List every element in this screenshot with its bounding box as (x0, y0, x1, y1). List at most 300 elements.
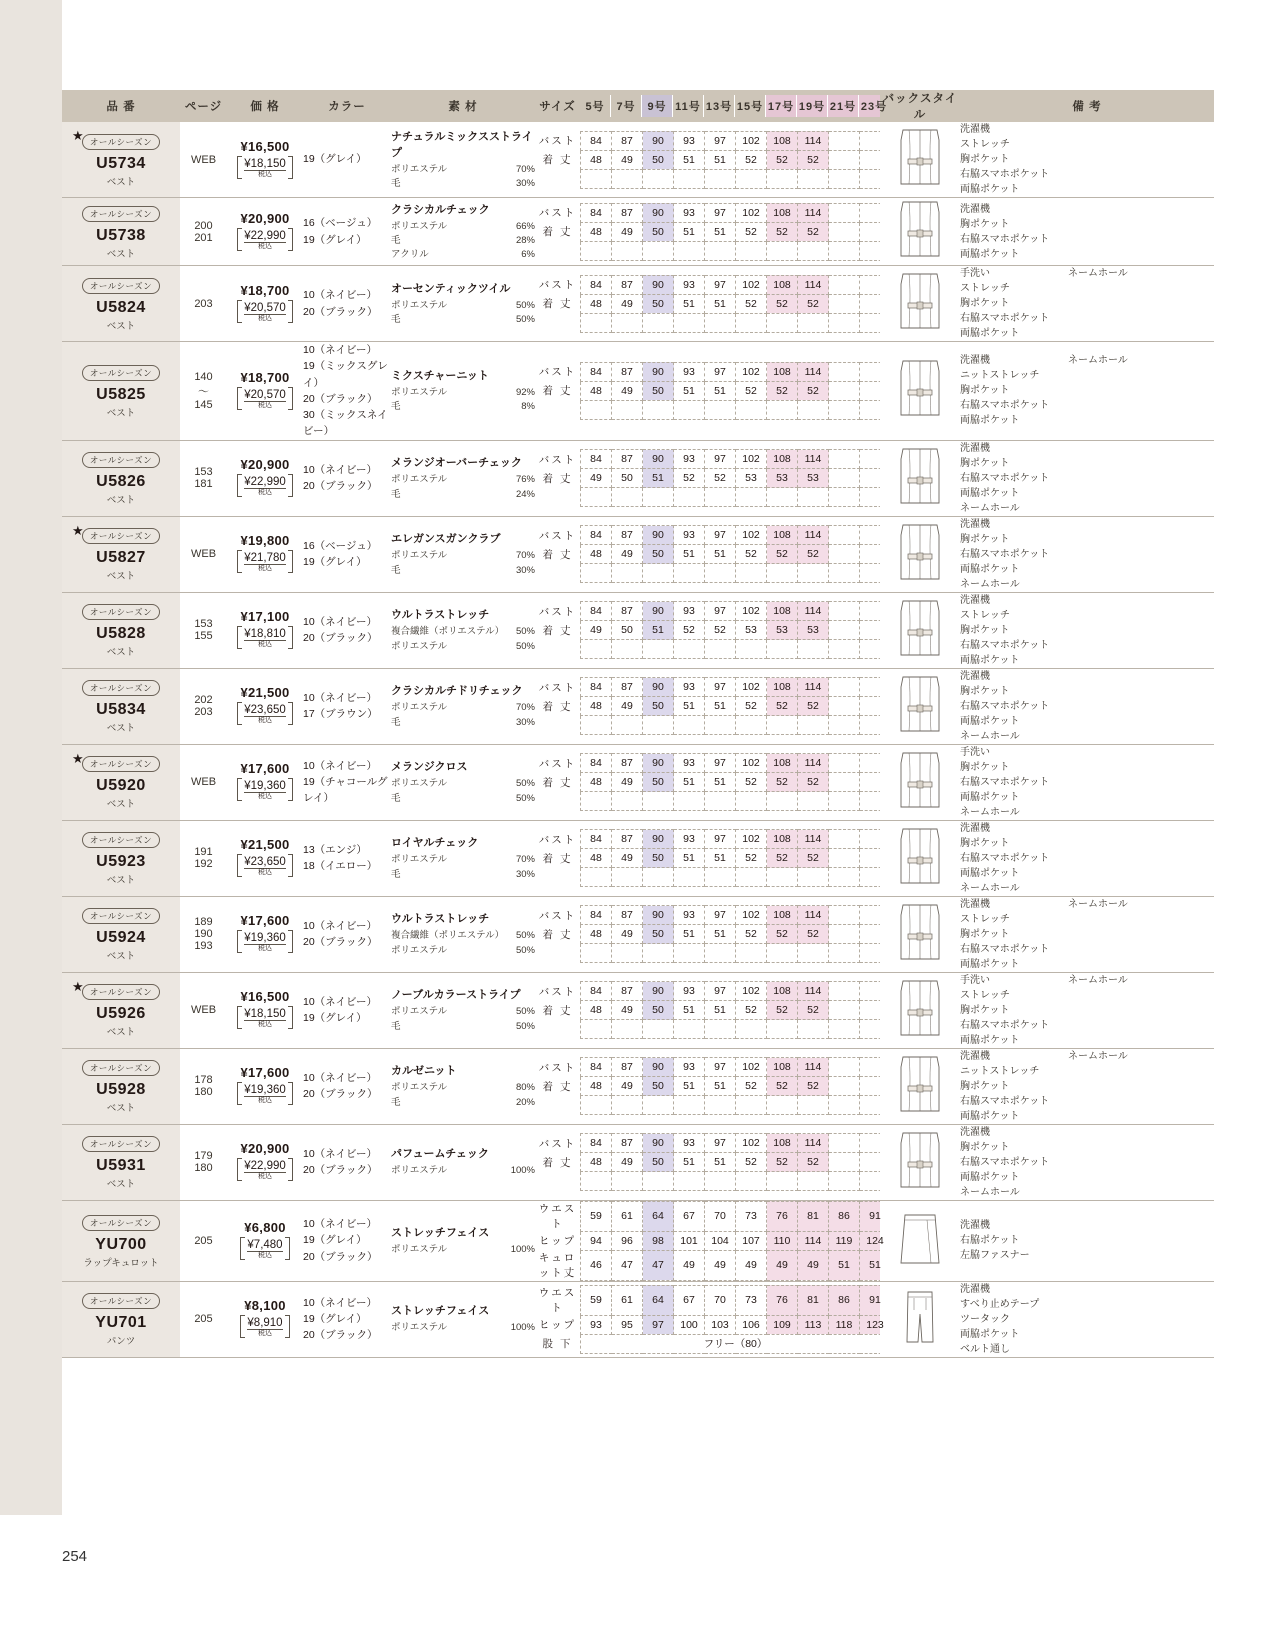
note-item: ネームホール (960, 730, 1020, 742)
catalog-page-ref: 178 180 (180, 1048, 227, 1124)
measure-value (736, 792, 767, 811)
note-item: ニットストレッチ (960, 370, 1040, 382)
measure-value: 108 (767, 275, 798, 294)
color-item: 10（ネイビー） (303, 691, 378, 704)
fiber-name: ポリエステル (391, 1082, 448, 1094)
measure-value (674, 564, 705, 583)
back-style-cell (880, 122, 960, 198)
measure-value: 51 (674, 1077, 705, 1096)
measure-value: 102 (736, 678, 767, 697)
measure-value: 102 (736, 131, 767, 150)
measure-label: 着 丈 (542, 700, 573, 713)
season-badge: オールシーズン (82, 832, 160, 848)
note-item: 胸ポケット (960, 1141, 1010, 1153)
note-item: 右脇スマホポケット (960, 472, 1050, 484)
measure-value (674, 400, 705, 419)
measure-value: 93 (674, 526, 705, 545)
measure-value: 51 (705, 925, 736, 944)
measure-value (829, 564, 860, 583)
measure-value: 114 (798, 526, 829, 545)
note-item: 右脇スマホポケット (960, 169, 1050, 180)
fiber-name: ポリエステル (391, 299, 448, 311)
price-main: ¥8,100 (244, 1298, 286, 1314)
measure-value: 84 (581, 982, 612, 1001)
material-composition-line (391, 313, 535, 327)
measure-value: 48 (581, 1077, 612, 1096)
price-with-tax-wrap (237, 300, 293, 323)
size-chart (535, 829, 891, 887)
note-item: 右脇スマホポケット (960, 233, 1050, 245)
color-item: 20（ブラック） (303, 1250, 378, 1263)
size-chart-row (535, 1077, 891, 1096)
measure-value: 52 (736, 1077, 767, 1096)
fiber-name: 毛 (391, 488, 401, 500)
tax-label: 税込 (244, 1096, 286, 1105)
product-code-cell (62, 668, 180, 744)
color-item: 18（イエロー） (303, 860, 378, 873)
measure-value (798, 241, 829, 260)
measure-value (829, 381, 860, 400)
product-code-cell (62, 972, 180, 1048)
measure-label: バスト (538, 1137, 577, 1150)
measure-value: 102 (736, 275, 767, 294)
page-sidebar-band (0, 0, 62, 1515)
measure-value (736, 488, 767, 507)
size-chart-row (535, 830, 891, 849)
measure-value: 51 (674, 773, 705, 792)
measure-value: 87 (612, 678, 643, 697)
season-badge: オールシーズン (82, 528, 160, 544)
catalog-page-ref: 191 192 (180, 820, 227, 896)
size-chart (535, 275, 891, 333)
measure-value (767, 169, 798, 188)
measure-value (829, 1020, 860, 1039)
measure-value: 52 (767, 545, 798, 564)
measure-value: 108 (767, 1058, 798, 1077)
color-list (303, 1048, 391, 1124)
measure-value: 102 (736, 450, 767, 469)
price-cell (227, 896, 303, 972)
measure-value: 114 (798, 1134, 829, 1153)
measure-value (829, 1134, 860, 1153)
measure-value: 50 (643, 294, 674, 313)
note-item: ニットストレッチ (960, 1065, 1040, 1077)
price-with-tax: ¥18,150 (244, 157, 286, 170)
measure-value (767, 792, 798, 811)
vest-back-illustration (889, 1129, 951, 1191)
measure-value (705, 313, 736, 332)
measure-value: 90 (643, 678, 674, 697)
material-composition-line (391, 220, 535, 234)
measure-value: 50 (643, 545, 674, 564)
price-with-tax: ¥23,650 (244, 856, 286, 869)
notes-columns (960, 1218, 1214, 1263)
table-row (62, 122, 1214, 198)
material-composition-line (391, 792, 535, 806)
color-item: 10（ネイビー） (303, 344, 378, 356)
fiber-pct: 20% (515, 1096, 535, 1108)
measure-value: 49 (612, 1001, 643, 1020)
measure-value: 97 (705, 450, 736, 469)
tax-label: 税込 (247, 1251, 282, 1260)
note-item: ネームホール (960, 806, 1020, 818)
note-item: 右脇スマホポケット (960, 1019, 1050, 1031)
note-item: 右脇スマホポケット (960, 700, 1050, 712)
notes-secondary (1068, 1125, 1214, 1200)
measure-value (829, 169, 860, 188)
measure-value (643, 792, 674, 811)
fiber-name: 毛 (391, 314, 401, 325)
measure-value: 49 (612, 381, 643, 400)
fiber-name: ポリエステル (391, 640, 448, 652)
measure-value (829, 545, 860, 564)
measure-value: 50 (643, 150, 674, 169)
product-kind: ベスト (106, 951, 136, 963)
fiber-pct: 100% (510, 1243, 535, 1255)
color-list (303, 440, 391, 516)
price-with-tax: ¥23,650 (244, 704, 286, 717)
material-composition-line (391, 716, 535, 730)
measure-value (674, 1096, 705, 1115)
back-style-cell (880, 972, 960, 1048)
notes-secondary (1068, 517, 1214, 592)
color-item: 20（ブラック） (303, 305, 378, 318)
table-row (62, 266, 1214, 342)
note-item: ストレッチ (960, 989, 1010, 1001)
price-cell (227, 1281, 303, 1357)
measure-label: バスト (538, 366, 577, 379)
measure-value (643, 944, 674, 963)
color-list (303, 1124, 391, 1200)
size-chart (535, 905, 891, 963)
product-code: U5923 (96, 853, 146, 871)
vest-back-illustration (889, 749, 951, 811)
measure-value (829, 469, 860, 488)
color-list (303, 1281, 391, 1357)
measure-value: 67 (674, 1201, 705, 1231)
product-code: U5926 (96, 1005, 146, 1023)
table-row (62, 198, 1214, 266)
measure-value: 52 (674, 469, 705, 488)
size-chart (535, 677, 891, 735)
material-cell (391, 972, 535, 1048)
size-chart-cell (535, 266, 880, 342)
season-badge: オールシーズン (82, 206, 160, 222)
measure-value (705, 488, 736, 507)
size-chart (535, 601, 891, 659)
measure-value: 86 (829, 1201, 860, 1231)
fiber-pct: 50% (515, 640, 535, 652)
header-backstyle: バックスタイル (880, 90, 960, 122)
measure-value (612, 1172, 643, 1191)
measure-value: 84 (581, 1058, 612, 1077)
measure-value (767, 640, 798, 659)
material-composition-line (391, 853, 535, 867)
product-code: U5824 (96, 298, 146, 316)
note-item: ネームホール (1068, 974, 1128, 986)
measure-value: 52 (705, 621, 736, 640)
measure-value (798, 1020, 829, 1039)
notes-secondary (1068, 1282, 1214, 1357)
color-item: 13（エンジ） (303, 843, 367, 856)
material-name: ウルトラストレッチ (391, 609, 490, 622)
size-chart-row (535, 150, 891, 169)
fiber-pct: 6% (521, 249, 535, 261)
measure-value: 52 (798, 545, 829, 564)
note-item: 胸ポケット (960, 298, 1010, 309)
catalog-page-ref: 179 180 (180, 1124, 227, 1200)
measure-value: 52 (798, 222, 829, 241)
measure-label (535, 944, 581, 963)
measure-value: 52 (767, 697, 798, 716)
measure-label (535, 1096, 581, 1115)
color-item: 16（ベージュ） (303, 217, 378, 230)
season-badge: オールシーズン (82, 756, 160, 772)
material-name: メランジオーバーチェック (391, 457, 522, 470)
price-with-tax-wrap (237, 550, 293, 573)
fiber-pct: 50% (515, 792, 535, 804)
measure-value: 49 (736, 1250, 767, 1280)
measure-value (829, 982, 860, 1001)
note-item: 両脇ポケット (960, 715, 1020, 727)
measure-value: 102 (736, 982, 767, 1001)
measure-value: 114 (798, 1058, 829, 1077)
measure-value: 84 (581, 203, 612, 222)
notes-cell (960, 668, 1214, 744)
product-code-cell (62, 820, 180, 896)
measure-value: 87 (612, 1134, 643, 1153)
measure-value: 52 (736, 545, 767, 564)
measure-value: 84 (581, 754, 612, 773)
measure-value: 84 (581, 906, 612, 925)
season-badge: オールシーズン (82, 984, 160, 1000)
notes-secondary (1068, 1218, 1214, 1263)
notes-columns (960, 1282, 1214, 1357)
measure-value: 87 (612, 131, 643, 150)
material-cell (391, 342, 535, 441)
measure-value (829, 294, 860, 313)
material-composition-line (391, 400, 535, 414)
vest-back-illustration (889, 673, 951, 735)
measure-value (736, 400, 767, 419)
back-style-cell (880, 896, 960, 972)
measure-value: 51 (643, 621, 674, 640)
measure-value: 114 (798, 131, 829, 150)
measure-value: 51 (674, 150, 705, 169)
color-item: 10（ネイビー） (303, 1147, 378, 1160)
note-item: ストレッチ (960, 283, 1010, 294)
measure-value: 52 (798, 150, 829, 169)
measure-value (829, 849, 860, 868)
measure-value: 102 (736, 362, 767, 381)
size-chart-row (535, 678, 891, 697)
material-cell (391, 1200, 535, 1281)
color-item: 20（ブラック） (303, 392, 378, 405)
price-main: ¥20,900 (240, 210, 290, 226)
measure-value (612, 564, 643, 583)
measure-value (767, 1020, 798, 1039)
material-composition-line (391, 1096, 535, 1110)
note-item: 右脇スマホポケット (960, 943, 1050, 955)
product-kind: ベスト (106, 407, 136, 419)
measure-value: 49 (767, 1250, 798, 1280)
back-style-cell (880, 1048, 960, 1124)
measure-value: 49 (674, 1250, 705, 1280)
measure-value: 97 (705, 275, 736, 294)
fiber-pct: 50% (515, 930, 535, 942)
color-list (303, 668, 391, 744)
measure-value (829, 526, 860, 545)
size-chart-cell (535, 592, 880, 668)
note-item: ストレッチ (960, 139, 1010, 150)
table-body (62, 122, 1214, 1357)
price-cell (227, 1124, 303, 1200)
measure-value: 50 (612, 469, 643, 488)
size-chart-row (535, 792, 891, 811)
size-chart-row (535, 469, 891, 488)
measure-value (674, 1020, 705, 1039)
measure-value: 51 (674, 545, 705, 564)
fiber-name: 毛 (391, 792, 401, 804)
measure-value: 118 (829, 1315, 860, 1334)
measure-label: バスト (538, 909, 577, 922)
measure-value: 49 (612, 773, 643, 792)
note-item: 胸ポケット (960, 837, 1010, 849)
fiber-name: 毛 (391, 234, 401, 246)
product-code-cell (62, 342, 180, 441)
measure-label: バスト (538, 207, 577, 219)
measure-value: 61 (612, 1201, 643, 1231)
measure-value (674, 1172, 705, 1191)
measure-value: 87 (612, 830, 643, 849)
notes-columns (960, 1049, 1214, 1124)
catalog-page-ref: 205 (180, 1200, 227, 1281)
measure-value (736, 868, 767, 887)
price-cell (227, 972, 303, 1048)
product-code-cell (62, 896, 180, 972)
measure-value (829, 488, 860, 507)
note-item: 胸ポケット (960, 761, 1010, 773)
material-name: クラシカルチドリチェック (391, 685, 523, 698)
measure-value (612, 1020, 643, 1039)
measure-label (535, 716, 581, 735)
material-composition-line (391, 777, 535, 791)
measure-value: 52 (767, 222, 798, 241)
measure-value (705, 169, 736, 188)
back-style-cell (880, 516, 960, 592)
price-with-tax-wrap (237, 474, 293, 497)
notes-cell (960, 440, 1214, 516)
measure-label: バスト (538, 681, 577, 694)
fiber-pct: 30% (515, 868, 535, 880)
price-with-tax-wrap (237, 930, 293, 953)
note-item: 洗濯機 (960, 898, 990, 910)
measure-value (612, 868, 643, 887)
measure-value (581, 313, 612, 332)
measure-value: 108 (767, 362, 798, 381)
measure-value (798, 488, 829, 507)
size-chart-row (535, 313, 891, 332)
measure-value (829, 1096, 860, 1115)
price-with-tax: ¥19,360 (244, 1084, 286, 1097)
measure-label: バスト (538, 135, 577, 147)
size-chart (535, 525, 891, 583)
tax-label: 税込 (244, 792, 286, 801)
material-composition-line (391, 549, 535, 563)
size-chart-row (535, 697, 891, 716)
material-composition-line (391, 386, 535, 400)
measure-value (829, 400, 860, 419)
measure-value: 48 (581, 773, 612, 792)
tax-label: 税込 (244, 488, 286, 497)
tax-label: 税込 (244, 564, 286, 573)
fiber-pct: 50% (515, 1020, 535, 1032)
note-item: 両脇ポケット (960, 487, 1020, 499)
price-with-tax: ¥19,360 (244, 932, 286, 945)
measure-value: 84 (581, 678, 612, 697)
measure-value (736, 564, 767, 583)
product-kind: ベスト (106, 176, 136, 188)
measure-label (535, 1172, 581, 1191)
measure-value: 100 (674, 1315, 705, 1334)
measure-value: 81 (798, 1285, 829, 1315)
measure-value: 114 (798, 678, 829, 697)
measure-label: バスト (538, 605, 577, 618)
back-style-cell (880, 1281, 960, 1357)
size-chart (535, 362, 891, 420)
measure-value: 50 (643, 1001, 674, 1020)
measure-value: 50 (643, 925, 674, 944)
color-list (303, 122, 391, 198)
note-item: 右脇スマホポケット (960, 639, 1050, 651)
note-item: 両脇ポケット (960, 563, 1020, 575)
measure-value: 84 (581, 131, 612, 150)
note-item: ストレッチ (960, 913, 1010, 925)
measure-value (798, 792, 829, 811)
measure-label (535, 792, 581, 811)
measure-value: 108 (767, 754, 798, 773)
table-row (62, 1048, 1214, 1124)
measure-label: 着 丈 (542, 1156, 573, 1169)
color-item: 10（ネイビー） (303, 463, 378, 476)
product-code-cell (62, 1281, 180, 1357)
material-cell (391, 1048, 535, 1124)
size-chart-row (535, 640, 891, 659)
measure-value (736, 313, 767, 332)
season-badge: オールシーズン (82, 908, 160, 924)
notes-primary (960, 441, 1068, 516)
measure-value: 51 (674, 1153, 705, 1172)
price-with-tax: ¥22,990 (244, 1160, 286, 1173)
measure-value: 46 (581, 1250, 612, 1280)
product-kind: ベスト (106, 799, 136, 811)
fiber-name: 毛 (391, 401, 401, 413)
notes-secondary (1068, 202, 1214, 262)
color-list (303, 592, 391, 668)
material-name: ウルトラストレッチ (391, 913, 490, 926)
measure-value (643, 640, 674, 659)
price-cell (227, 440, 303, 516)
header-size-19号: 19号 (797, 95, 828, 117)
color-item: 20（ブラック） (303, 1088, 378, 1101)
measure-value: 52 (736, 381, 767, 400)
measure-value (674, 640, 705, 659)
size-chart-row (535, 906, 891, 925)
size-chart-row (535, 488, 891, 507)
measure-value: 97 (705, 678, 736, 697)
size-chart (535, 131, 891, 189)
price-with-tax-wrap (237, 854, 293, 877)
